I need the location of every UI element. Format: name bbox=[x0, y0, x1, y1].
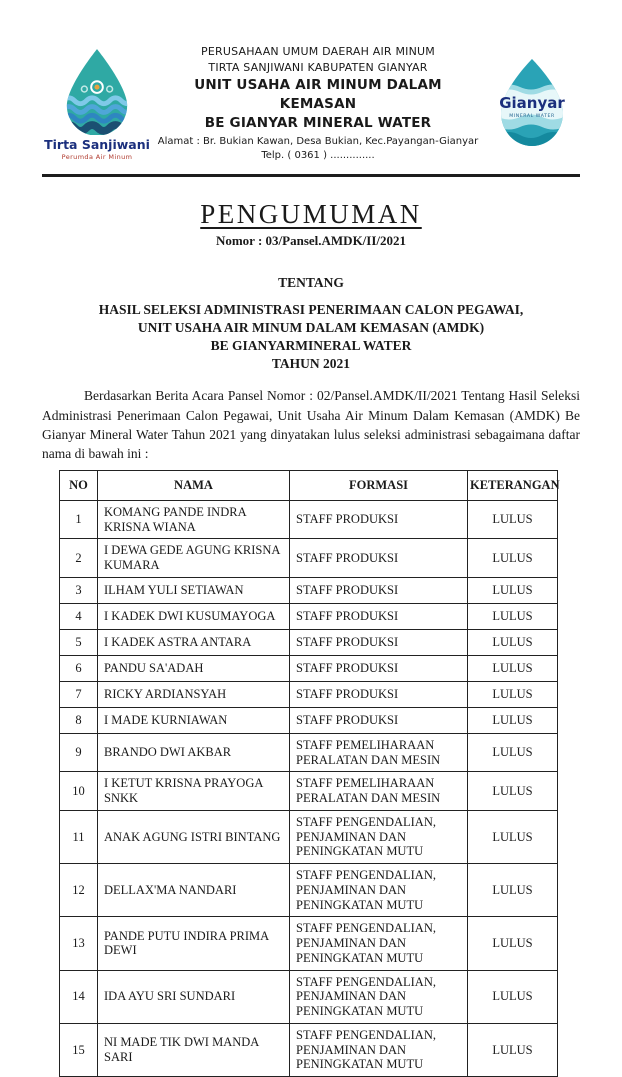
row-name: PANDE PUTU INDIRA PRIMA DEWI bbox=[98, 917, 290, 970]
row-number: 3 bbox=[60, 577, 98, 603]
row-name: I KADEK ASTRA ANTARA bbox=[98, 629, 290, 655]
unit-name-line2: BE GIANYAR MINERAL WATER bbox=[204, 114, 432, 131]
left-logo-subtitle: Perumda Air Minum bbox=[61, 152, 133, 161]
row-status: LULUS bbox=[468, 970, 558, 1023]
row-status: LULUS bbox=[468, 603, 558, 629]
row-name: DELLAX'MA NANDARI bbox=[98, 864, 290, 917]
company-name-line1: PERUSAHAAN UMUM DAERAH AIR MINUM bbox=[201, 45, 435, 58]
row-status: LULUS bbox=[468, 917, 558, 970]
table-row bbox=[60, 864, 558, 917]
letterhead bbox=[42, 44, 580, 164]
row-formation: STAFF PEMELIHARAAN PERALATAN DAN MESIN bbox=[290, 733, 468, 772]
table-row bbox=[60, 681, 558, 707]
row-formation: STAFF PENGENDALIAN, PENJAMINAN DAN PENINGKATAN MUTU bbox=[290, 970, 468, 1023]
row-formation: STAFF PRODUKSI bbox=[290, 629, 468, 655]
announcement-number: Nomor : 03/Pansel.AMDK/II/2021 bbox=[215, 232, 407, 248]
right-logo-title: Gianyar bbox=[499, 93, 565, 112]
table-row bbox=[60, 629, 558, 655]
row-number: 8 bbox=[60, 707, 98, 733]
gianyar-logo bbox=[484, 57, 580, 151]
row-name: I KETUT KRISNA PRAYOGA SNKK bbox=[98, 772, 290, 811]
table-row bbox=[60, 810, 558, 863]
row-formation: STAFF PENGENDALIAN, PENJAMINAN DAN PENINGKATAN MUTU bbox=[290, 1023, 468, 1076]
row-status: LULUS bbox=[468, 810, 558, 863]
subject-line: TAHUN 2021 bbox=[271, 356, 351, 372]
company-name-line2: TIRTA SANJIWANI KABUPATEN GIANYAR bbox=[208, 60, 428, 74]
row-formation: STAFF PRODUKSI bbox=[290, 577, 468, 603]
table-row bbox=[60, 1023, 558, 1076]
results-table-body bbox=[60, 500, 558, 1076]
row-name: KOMANG PANDE INDRA KRISNA WIANA bbox=[98, 500, 290, 539]
row-name: I KADEK DWI KUSUMAYOGA bbox=[98, 603, 290, 629]
row-status: LULUS bbox=[468, 681, 558, 707]
subject-line: HASIL SELEKSI ADMINISTRASI PENERIMAAN CALON PEGAWAI, bbox=[98, 301, 524, 317]
row-formation: STAFF PENGENDALIAN, PENJAMINAN DAN PENINGKATAN MUTU bbox=[290, 917, 468, 970]
row-number: 7 bbox=[60, 681, 98, 707]
subject-line: BE GIANYARMINERAL WATER bbox=[210, 337, 412, 353]
table-row bbox=[60, 970, 558, 1023]
row-name: I DEWA GEDE AGUNG KRISNA KUMARA bbox=[98, 539, 290, 578]
row-status: LULUS bbox=[468, 1023, 558, 1076]
header-keterangan: KETERANGAN bbox=[468, 471, 558, 501]
row-name: PANDU SA'ADAH bbox=[98, 655, 290, 681]
page-title: PENGUMUMAN bbox=[200, 198, 422, 229]
row-status: LULUS bbox=[468, 577, 558, 603]
row-formation: STAFF PENGENDALIAN, PENJAMINAN DAN PENINGKATAN MUTU bbox=[290, 864, 468, 917]
header-no: NO bbox=[60, 471, 98, 501]
unit-name-line1: UNIT USAHA AIR MINUM DALAM KEMASAN bbox=[194, 76, 442, 112]
row-number: 1 bbox=[60, 500, 98, 539]
row-name: ILHAM YULI SETIAWAN bbox=[98, 577, 290, 603]
header-nama: NAMA bbox=[98, 471, 290, 501]
row-number: 14 bbox=[60, 970, 98, 1023]
header-formasi: FORMASI bbox=[290, 471, 468, 501]
row-formation: STAFF PRODUKSI bbox=[290, 655, 468, 681]
table-row bbox=[60, 707, 558, 733]
table-row bbox=[60, 539, 558, 578]
row-name: RICKY ARDIANSYAH bbox=[98, 681, 290, 707]
gianyar-droplet-icon bbox=[490, 57, 574, 151]
table-row bbox=[60, 733, 558, 772]
water-drop-logo-icon bbox=[61, 47, 133, 135]
table-row bbox=[60, 917, 558, 970]
right-logo-subtitle: MINERAL WATER bbox=[509, 113, 555, 119]
subject-lines bbox=[42, 301, 580, 374]
row-number: 15 bbox=[60, 1023, 98, 1076]
row-number: 2 bbox=[60, 539, 98, 578]
about-label: TENTANG bbox=[278, 274, 344, 290]
table-row bbox=[60, 655, 558, 681]
row-status: LULUS bbox=[468, 864, 558, 917]
subject-line: UNIT USAHA AIR MINUM DALAM KEMASAN (AMDK) bbox=[137, 319, 485, 335]
row-number: 5 bbox=[60, 629, 98, 655]
row-name: I MADE KURNIAWAN bbox=[98, 707, 290, 733]
row-number: 9 bbox=[60, 733, 98, 772]
row-name: ANAK AGUNG ISTRI BINTANG bbox=[98, 810, 290, 863]
row-number: 6 bbox=[60, 655, 98, 681]
row-formation: STAFF PRODUKSI bbox=[290, 681, 468, 707]
row-formation: STAFF PRODUKSI bbox=[290, 707, 468, 733]
table-header-row bbox=[60, 471, 558, 501]
row-status: LULUS bbox=[468, 733, 558, 772]
letterhead-divider bbox=[42, 174, 580, 177]
table-row bbox=[60, 603, 558, 629]
address-line: Alamat : Br. Bukian Kawan, Desa Bukian, Kec.Payangan-Gianyar bbox=[157, 135, 479, 147]
announcement-title-block bbox=[42, 199, 580, 374]
table-row bbox=[60, 772, 558, 811]
left-logo-title: Tirta Sanjiwani bbox=[44, 136, 150, 152]
row-status: LULUS bbox=[468, 772, 558, 811]
table-row bbox=[60, 577, 558, 603]
row-formation: STAFF PRODUKSI bbox=[290, 500, 468, 539]
row-number: 4 bbox=[60, 603, 98, 629]
row-formation: STAFF PEMELIHARAAN PERALATAN DAN MESIN bbox=[290, 772, 468, 811]
results-table bbox=[59, 470, 558, 1077]
row-status: LULUS bbox=[468, 655, 558, 681]
row-number: 13 bbox=[60, 917, 98, 970]
row-name: IDA AYU SRI SUNDARI bbox=[98, 970, 290, 1023]
row-number: 11 bbox=[60, 810, 98, 863]
table-row bbox=[60, 500, 558, 539]
row-status: LULUS bbox=[468, 707, 558, 733]
row-formation: STAFF PRODUKSI bbox=[290, 539, 468, 578]
row-status: LULUS bbox=[468, 629, 558, 655]
row-formation: STAFF PRODUKSI bbox=[290, 603, 468, 629]
intro-paragraph: Berdasarkan Berita Acara Pansel Nomor : 02/Pansel.AMDK/II/2021 Tentang Hasil Seleksi Administrasi Penerimaan Calon Pegawai, Unit Usaha Air Minum Dalam Kemasan (AMDK) Be Gianyar Mineral Water Tahun 2021 yang dinyatakan lulus seleksi administrasi sebagaimana daftar nama di bawah ini : bbox=[42, 388, 580, 461]
row-status: LULUS bbox=[468, 539, 558, 578]
row-name: BRANDO DWI AKBAR bbox=[98, 733, 290, 772]
phone-line: Telp. ( 0361 ) .............. bbox=[261, 150, 375, 162]
row-formation: STAFF PENGENDALIAN, PENJAMINAN DAN PENINGKATAN MUTU bbox=[290, 810, 468, 863]
row-name: NI MADE TIK DWI MANDA SARI bbox=[98, 1023, 290, 1076]
row-status: LULUS bbox=[468, 500, 558, 539]
letterhead-text bbox=[152, 44, 484, 164]
row-number: 10 bbox=[60, 772, 98, 811]
tirta-sanjiwani-logo bbox=[42, 47, 152, 161]
row-number: 12 bbox=[60, 864, 98, 917]
